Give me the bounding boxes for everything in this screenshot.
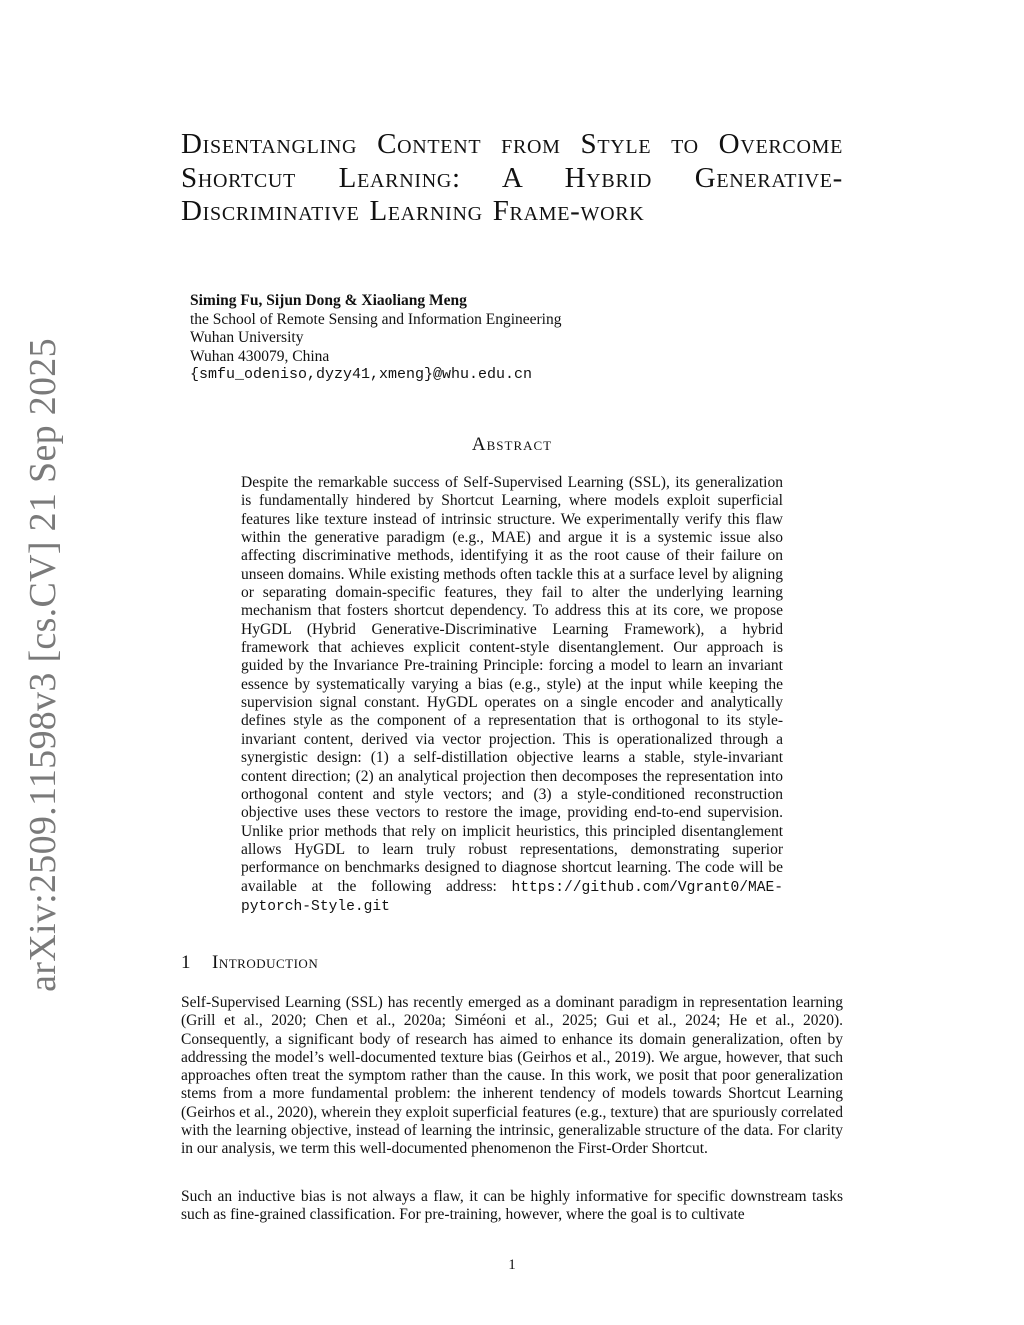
author-block	[190, 292, 562, 385]
paper-title: Disentangling Content from Style to Overcome Shortcut Learning: A Hybrid Generative-Discriminative Learning Frame-work	[181, 128, 843, 227]
arxiv-stamp	[14, 338, 72, 992]
body-paragraph: Such an inductive bias is not always a flaw, it can be highly informative for specific downstream tasks such as fine-grained classification. For pre-training, however, where the goal is to cultivate	[181, 1188, 843, 1224]
abstract-body	[241, 474, 783, 916]
section-title: Introduction	[212, 952, 319, 973]
code-url-link[interactable]: https://github.com/Vgrant0/MAE-pytorch-Style.git	[241, 879, 783, 915]
abstract-heading: Abstract	[471, 434, 553, 455]
page-number: 1	[508, 1257, 516, 1273]
arxiv-stamp-text: arXiv:2509.11598v3 [cs.CV] 21 Sep 2025	[22, 338, 65, 992]
affiliation-line: the School of Remote Sensing and Information Engineering	[190, 310, 562, 328]
author-email: {smfu_odeniso,dyzy41,xmeng}@whu.edu.cn	[190, 366, 533, 384]
abstract-text: Despite the remarkable success of Self-Supervised Learning (SSL), its generalization is fundamentally hindered by Shortcut Learning, where models exploit superficial features like texture instead of intrinsic structure. We experimentally verify this flaw within the generative paradigm (e.g., MAE) and argue it is a systemic issue also affecting discriminative methods, identifying it as the root cause of their failure on unseen domains. While existing methods often tackle this at a surface level by aligning or separating domain-specific features, they fail to alter the underlying learning mechanism that fosters shortcut dependency. To address this at its core, we propose HyGDL (Hybrid Generative-Discriminative Learning Framework), a hybrid framework that achieves explicit content-style disentanglement. Our approach is guided by the Invariance Pre-training Principle: forcing a model to learn an invariant essence by systematically varying a bias (e.g., style) at the input while keeping the supervision signal constant. HyGDL operates on a single encoder and analytically defines style as the component of a representation that is orthogonal to its style-invariant content, derived via vector projection. This is operationalized through a synergistic design: (1) a self-distillation objective learns a stable, style-invariant content direction; (2) an analytical projection then decomposes the representation into orthogonal content and style vectors; and (3) a style-conditioned reconstruction objective uses these vectors to restore the image, providing end-to-end supervision. Unlike prior methods that rely on implicit heuristics, this principled disentanglement allows HyGDL to learn truly robust representations, demonstrating superior performance on benchmarks designed to diagnose shortcut learning. The code will be available at the following address:	[241, 474, 783, 895]
section-number: 1	[181, 952, 191, 973]
affiliation-line: Wuhan University	[190, 329, 304, 347]
author-names: Siming Fu, Sijun Dong & Xiaoliang Meng	[190, 292, 467, 309]
affiliation-line: Wuhan 430079, China	[190, 347, 330, 365]
body-paragraph: Self-Supervised Learning (SSL) has recently emerged as a dominant paradigm in representation learning (Grill et al., 2020; Chen et al., 2020a; Siméoni et al., 2025; Gui et al., 2024; He et al., 2020). Consequently, a significant body of research has aimed to enhance its domain generalization, often by addressing the model’s well-documented texture bias (Geirhos et al., 2019). We argue, however, that such approaches often treat the symptom rather than the cause. In this work, we posit that poor generalization stems from a more fundamental problem: the inherent tendency of models towards Shortcut Learning (Geirhos et al., 2020), wherein they exploit superficial features (e.g., texture) that are spuriously correlated with the learning objective, instead of learning the intrinsic, generalizable structure of the data. For clarity in our analysis, we term this well-documented phenomenon the First-Order Shortcut.	[181, 994, 843, 1158]
section-heading	[181, 952, 318, 974]
